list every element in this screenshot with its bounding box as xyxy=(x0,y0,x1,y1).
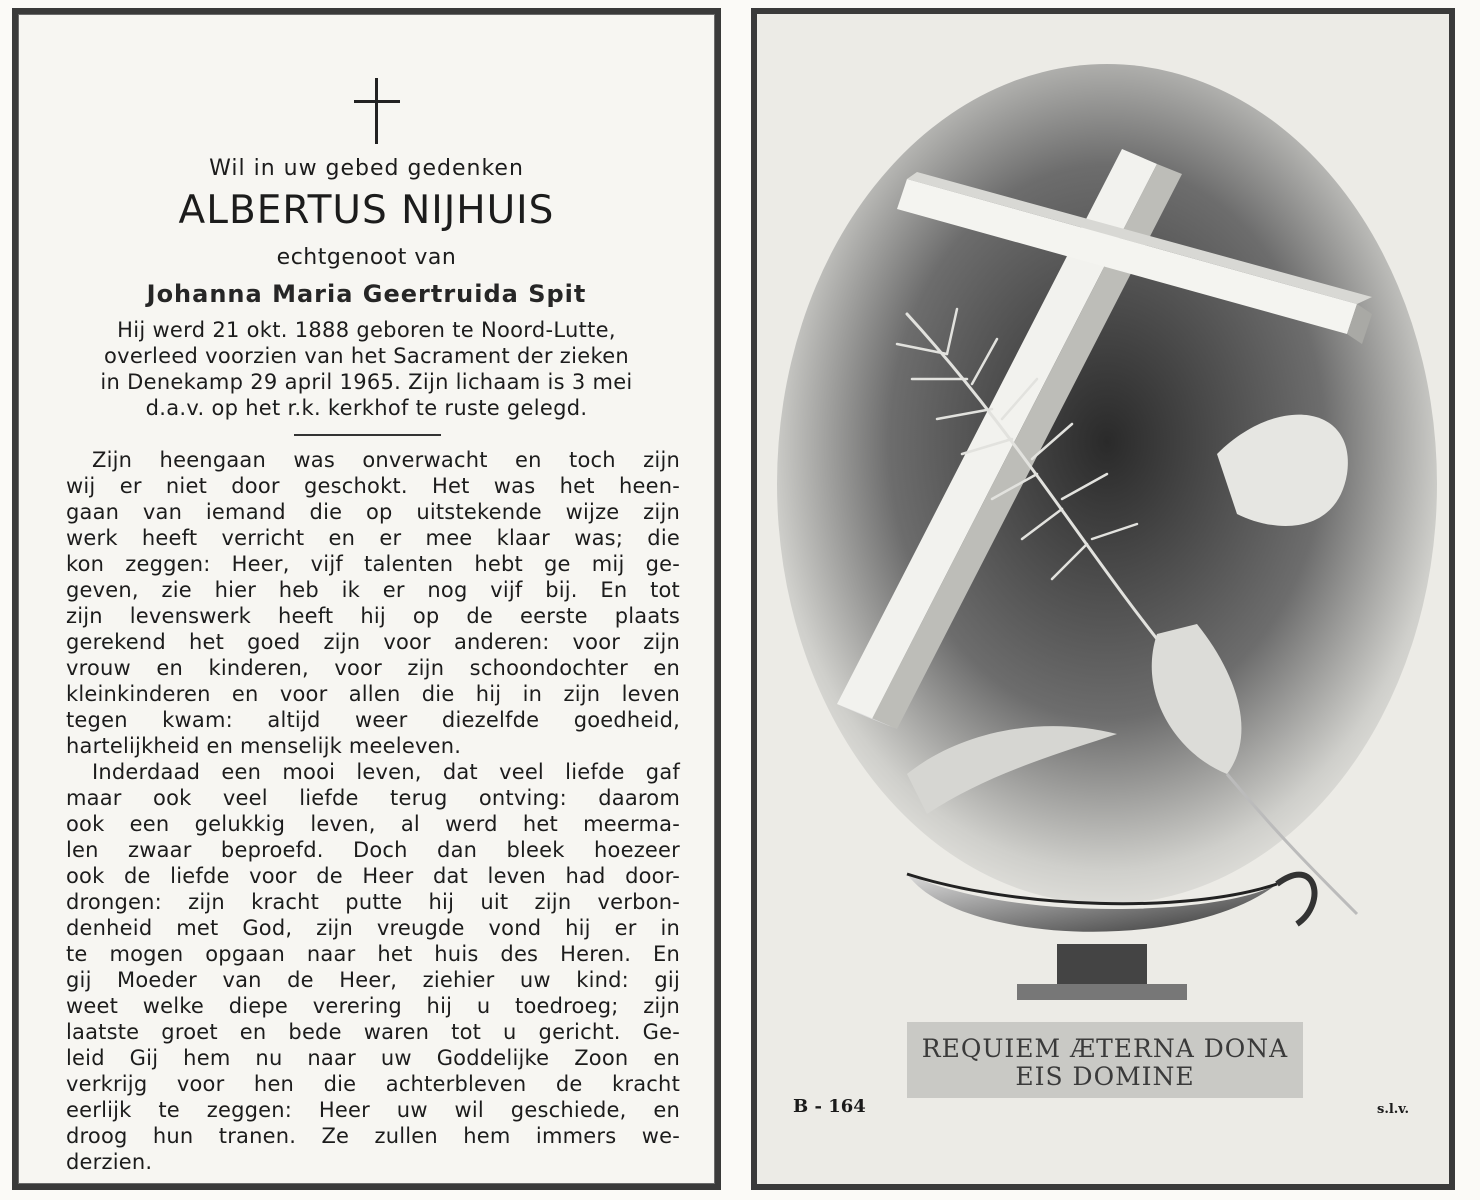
eulogy-line: geven, zie hier heb ik er nog vijf bij. En tot xyxy=(66,578,680,602)
eulogy-line: verkrijg voor hen die achterbleven de kracht xyxy=(66,1072,680,1096)
divider xyxy=(294,434,441,436)
eulogy-line: vrouw en kinderen, voor zijn schoondochter en xyxy=(66,656,680,680)
eulogy-line: te mogen opgaan naar het huis des Heren. En xyxy=(66,942,680,966)
deceased-name: ALBERTUS NIJHUIS xyxy=(178,188,555,233)
eulogy-line: kleinkinderen en voor allen die hij in zijn leven xyxy=(66,682,680,706)
eulogy-line: weet welke diepe verering hij u toedroeg; zijn xyxy=(66,994,680,1018)
plaque-inscription-line2: EIS DOMINE xyxy=(1015,1062,1195,1091)
eulogy-line: werk heeft verricht en er mee klaar was; die xyxy=(66,526,680,550)
plaque-inscription-line1: REQUIEM ÆTERNA DONA xyxy=(921,1034,1289,1063)
eulogy-line: hartelijkheid en menselijk meeleven. xyxy=(66,734,462,758)
eulogy-line: Zijn heengaan was onverwacht en toch zijn xyxy=(92,448,680,472)
eulogy-line: wij er niet door geschokt. Het was het heen- xyxy=(66,474,680,498)
spouse-name: Johanna Maria Geertruida Spit xyxy=(146,280,587,308)
intro-text: Wil in uw gebed gedenken xyxy=(209,156,524,181)
bio-line: in Denekamp 29 april 1965. Zijn lichaam is 3 mei xyxy=(100,370,633,394)
eulogy-line: tegen kwam: altijd weer diezelfde goedheid, xyxy=(66,708,680,732)
bio-line: Hij werd 21 okt. 1888 geboren te Noord-Lutte, xyxy=(117,318,616,342)
eulogy-line: eerlijk te zeggen: Heer uw wil geschiede, en xyxy=(66,1098,680,1122)
card-code: B - 164 xyxy=(793,1096,866,1117)
eulogy-line: zijn levenswerk heeft hij op de eerste plaats xyxy=(66,604,680,628)
eulogy-line: droog hun tranen. Ze zullen hem immers we- xyxy=(66,1124,680,1148)
eulogy-line: ook een gelukkig leven, al werd het meerma- xyxy=(66,812,680,836)
memorial-illustration xyxy=(757,14,1449,1184)
eulogy-line: kon zeggen: Heer, vijf talenten hebt ge mij ge- xyxy=(66,552,680,576)
eulogy-line: gij Moeder van de Heer, ziehier uw kind: gij xyxy=(66,968,680,992)
eulogy-line: denheid met God, zijn vreugde vond hij er in xyxy=(66,916,680,940)
eulogy-line: Inderdaad een mooi leven, dat veel liefde gaf xyxy=(92,760,680,784)
memorial-card-image-side xyxy=(751,8,1455,1190)
eulogy-line: ook de liefde voor de Heer dat leven had door- xyxy=(66,864,680,888)
printer-mark: s.l.v. xyxy=(1377,1102,1410,1117)
cross-icon xyxy=(354,78,400,144)
eulogy-line: len zwaar beproefd. Doch dan bleek hoezeer xyxy=(66,838,680,862)
bio-line: d.a.v. op het r.k. kerkhof te ruste gelegd. xyxy=(145,396,588,420)
memorial-card-text-side xyxy=(12,8,721,1190)
bio-line: overleed voorzien van het Sacrament der zieken xyxy=(103,344,630,368)
eulogy-line: leid Gij hem nu naar uw Goddelijke Zoon en xyxy=(66,1046,680,1070)
eulogy-line: laatste groet en bede waren tot u gericht. Ge- xyxy=(66,1020,680,1044)
eulogy-text xyxy=(66,447,680,1175)
eulogy-line: drongen: zijn kracht putte hij uit zijn verbon- xyxy=(66,890,680,914)
eulogy-line: derzien. xyxy=(66,1150,153,1174)
spouse-prefix: echtgenoot van xyxy=(276,245,457,270)
eulogy-line: gerekend het goed zijn voor anderen: voor zijn xyxy=(66,630,680,654)
eulogy-line: gaan van iemand die op uitstekende wijze zijn xyxy=(66,500,680,524)
eulogy-line: maar ook veel liefde terug ontving: daarom xyxy=(66,786,680,810)
